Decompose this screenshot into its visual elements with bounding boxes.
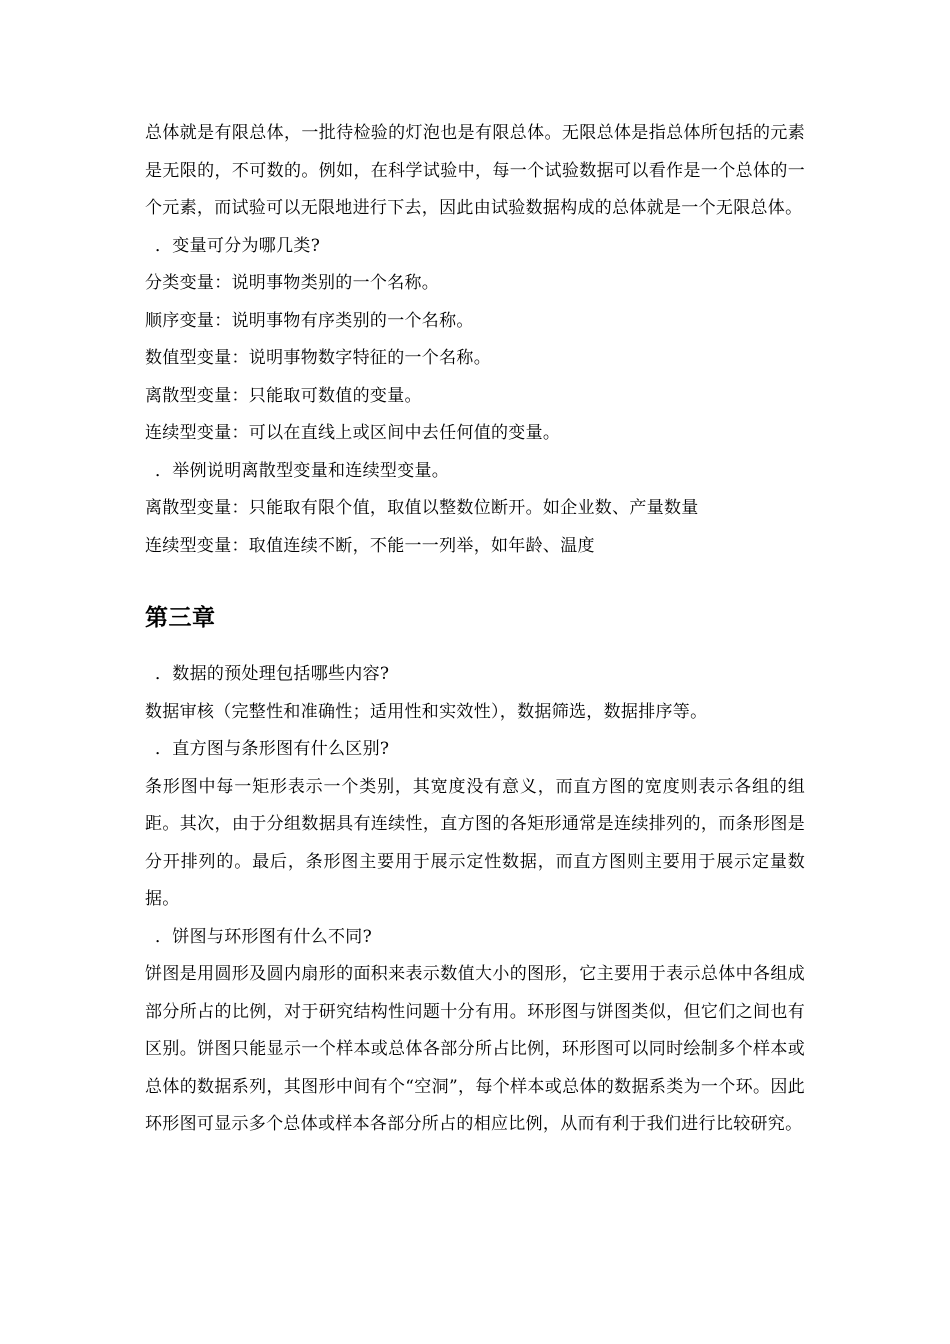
question-data-preprocessing: ．数据的预处理包括哪些内容? xyxy=(155,664,390,684)
answer-discrete-variable: 离散型变量：只能取可数值的变量。 xyxy=(145,385,422,406)
question-histogram-vs-bar: ．直方图与条形图有什么区别? xyxy=(155,739,390,759)
answer-discrete-example: 离散型变量：只能取有限个值，取值以整数位断开。如企业数、产量数量 xyxy=(145,498,699,518)
answer-continuous-variable: 连续型变量：可以在直线上或区间中去任何值的变量。 xyxy=(145,423,561,443)
answer-continuous-example: 连续型变量：取值连续不断，不能一一列举，如年龄、温度 xyxy=(145,535,595,556)
answer-categorical-variable: 分类变量：说明事物类别的一个名称。 xyxy=(145,273,440,293)
question-variable-types: ．变量可分为哪几类? xyxy=(155,235,321,256)
chapter-title: 第三章 xyxy=(145,604,216,631)
question-variable-examples: ．举例说明离散型变量和连续型变量。 xyxy=(155,460,450,481)
paragraph-finite-infinite-population: 总体就是有限总体，一批待检验的灯泡也是有限总体。无限总体是指总体所包括的元素是无限的，不可数的。例如，在科学试验中，每一个试验数据可以看作是一个总体的一个元素，而试验可以无限地进行下去，因此由试验数据构成的总体就是一个无限总体。 xyxy=(145,123,805,218)
answer-histogram-vs-bar: 条形图中每一矩形表示一个类别，其宽度没有意义，而直方图的宽度则表示各组的组距。其次，由于分组数据具有连续性，直方图的各矩形通常是连续排列的，而条形图是分开排列的。最后，条形图主要用于展示定性数据，而直方图则主要用于展示定量数据。 xyxy=(145,776,805,909)
answer-ordinal-variable: 顺序变量：说明事物有序类别的一个名称。 xyxy=(145,310,474,331)
answer-numeric-variable: 数值型变量：说明事物数字特征的一个名称。 xyxy=(145,348,491,368)
question-pie-vs-ring: ．饼图与环形图有什么不同? xyxy=(155,926,373,947)
answer-data-preprocessing: 数据审核（完整性和准确性；适用性和实效性），数据筛选，数据排序等。 xyxy=(145,701,708,722)
document-page xyxy=(145,115,805,1144)
answer-pie-vs-ring: 饼图是用圆形及圆内扇形的面积来表示数值大小的图形，它主要用于表示总体中各组成部分所占的比例，对于研究结构性问题十分有用。环形图与饼图类似，但它们之间也有区别。饼图只能显示一个样本或总体各部分所占比例，环形图可以同时绘制多个样本或总体的数据系列，其图形中间有个“空洞”，每个样本或总体的数据系类为一个环。因此环形图可显示多个总体或样本各部分所占的相应比例，从而有利于我们进行比较研究。 xyxy=(145,964,805,1134)
